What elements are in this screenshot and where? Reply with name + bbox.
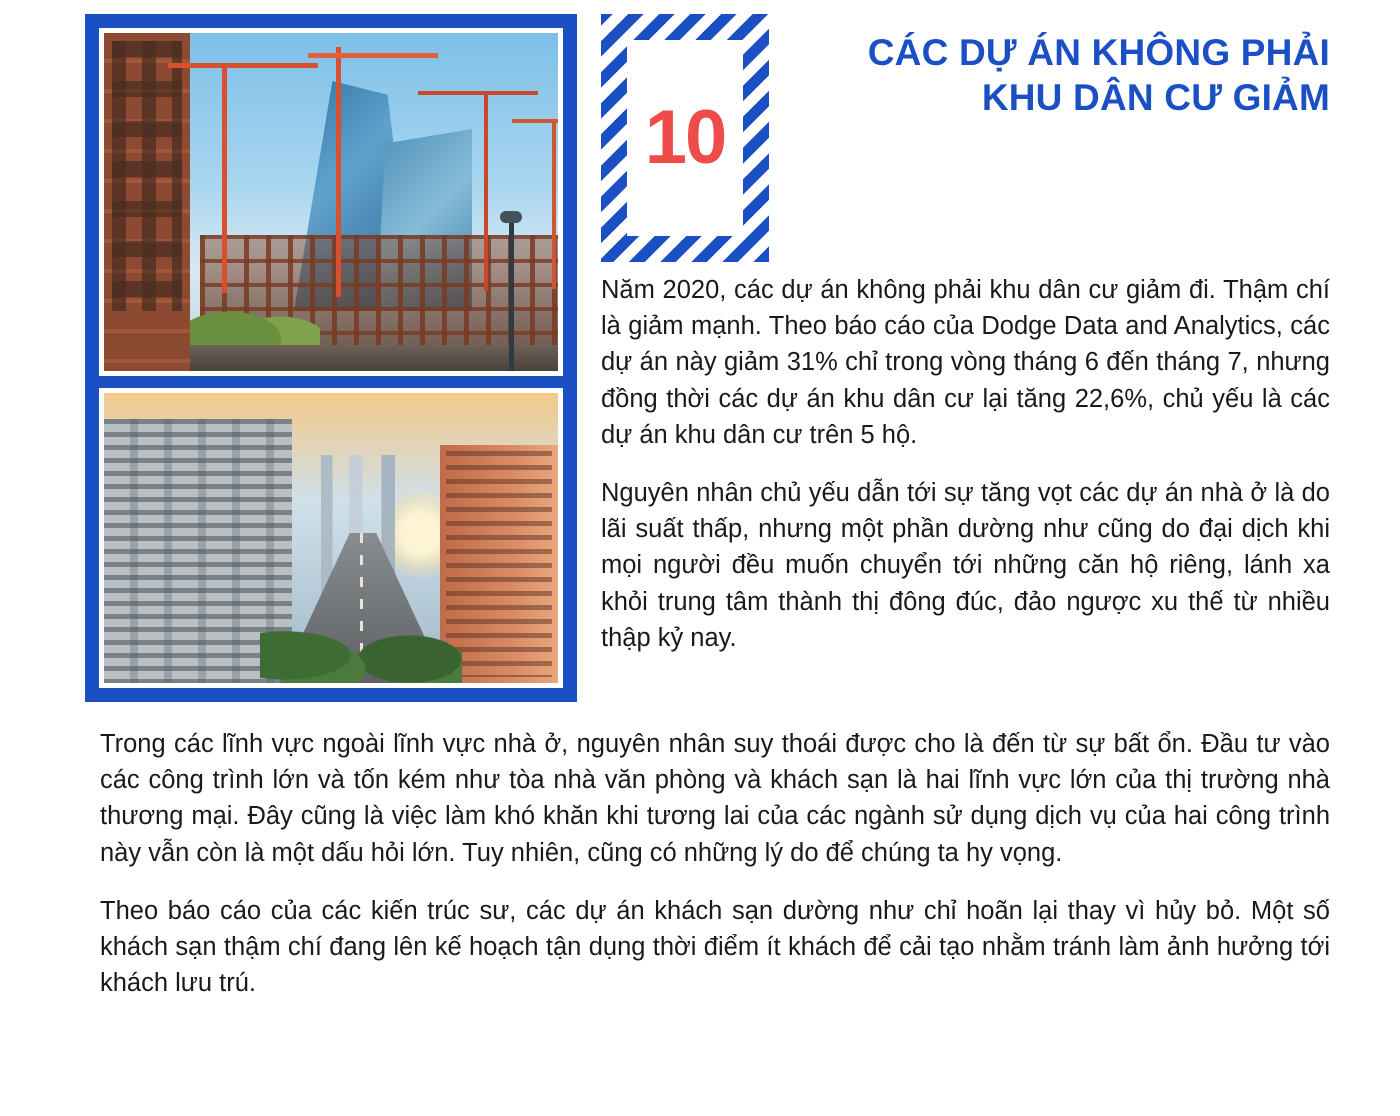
construction-site-photo — [99, 28, 563, 376]
ground-shape — [190, 345, 558, 371]
city-avenue-photo — [99, 388, 563, 688]
paragraph-1: Năm 2020, các dự án không phải khu dân cư giảm đi. Thậm chí là giảm mạnh. Theo báo cáo của Dodge Data and Analytics, các dự án này giảm 31% chỉ trong vòng tháng 6 đến tháng 7, nhưng đồng thời các dự án khu dân cư lại tăng 22,6%, chủ yếu là các dự án khu dân cư trên 5 hộ. — [601, 276, 1330, 449]
headline-row — [601, 14, 1330, 262]
section-number-badge — [601, 14, 769, 262]
photo-panel — [85, 14, 577, 702]
median-trees-shape — [260, 591, 462, 683]
headline — [775, 14, 1330, 120]
crane-icon — [552, 119, 556, 289]
headline-line-1: CÁC DỰ ÁN KHÔNG PHẢI — [867, 32, 1330, 73]
street-lamp-icon — [509, 221, 514, 371]
crane-icon — [336, 47, 341, 297]
crane-icon — [222, 63, 227, 293]
number-badge-inner — [627, 40, 743, 236]
body-section — [0, 702, 1400, 1001]
headline-line-2: KHU DÂN CƯ GIẢM — [981, 77, 1330, 119]
brick-building-shape — [104, 33, 190, 371]
section-number: 10 — [644, 95, 726, 180]
paragraph-2: Nguyên nhân chủ yếu dẫn tới sự tăng vọt các dự án nhà ở là do lãi suất thấp, nhưng một phần dường như cũng do đại dịch khi mọi người đều muốn chuyển tới những căn hộ riêng, lánh xa khỏi trung tâm thành thị đông đúc, đảo ngược xu thế từ nhiều thập kỷ nay. — [601, 479, 1330, 652]
intro-text — [601, 272, 1330, 656]
headline-and-intro-column — [577, 14, 1330, 656]
crane-icon — [484, 91, 488, 291]
paragraph-4: Theo báo cáo của các kiến trúc sư, các dự án khách sạn dường như chỉ hoãn lại thay vì hủy bỏ. Một số khách sạn thậm chí đang lên kế hoạch tận dụng thời điểm ít khách để cải tạo nhằm tránh làm ảnh hưởng tới khách lưu trú. — [100, 896, 1330, 998]
paragraph-3: Trong các lĩnh vực ngoài lĩnh vực nhà ở, nguyên nhân suy thoái được cho là đến từ sự bất ổn. Đầu tư vào các công trình lớn và tốn kém như tòa nhà văn phòng và khách sạn là hai lĩnh vực lớn của thị trường nhà thương mại. Đây cũng là việc làm khó khăn khi tương lai của các ngành sử dụng dịch vụ của hai công trình này vẫn còn là một dấu hỏi lớn. Tuy nhiên, cũng có những lý do để chúng ta hy vọng. — [100, 730, 1330, 867]
